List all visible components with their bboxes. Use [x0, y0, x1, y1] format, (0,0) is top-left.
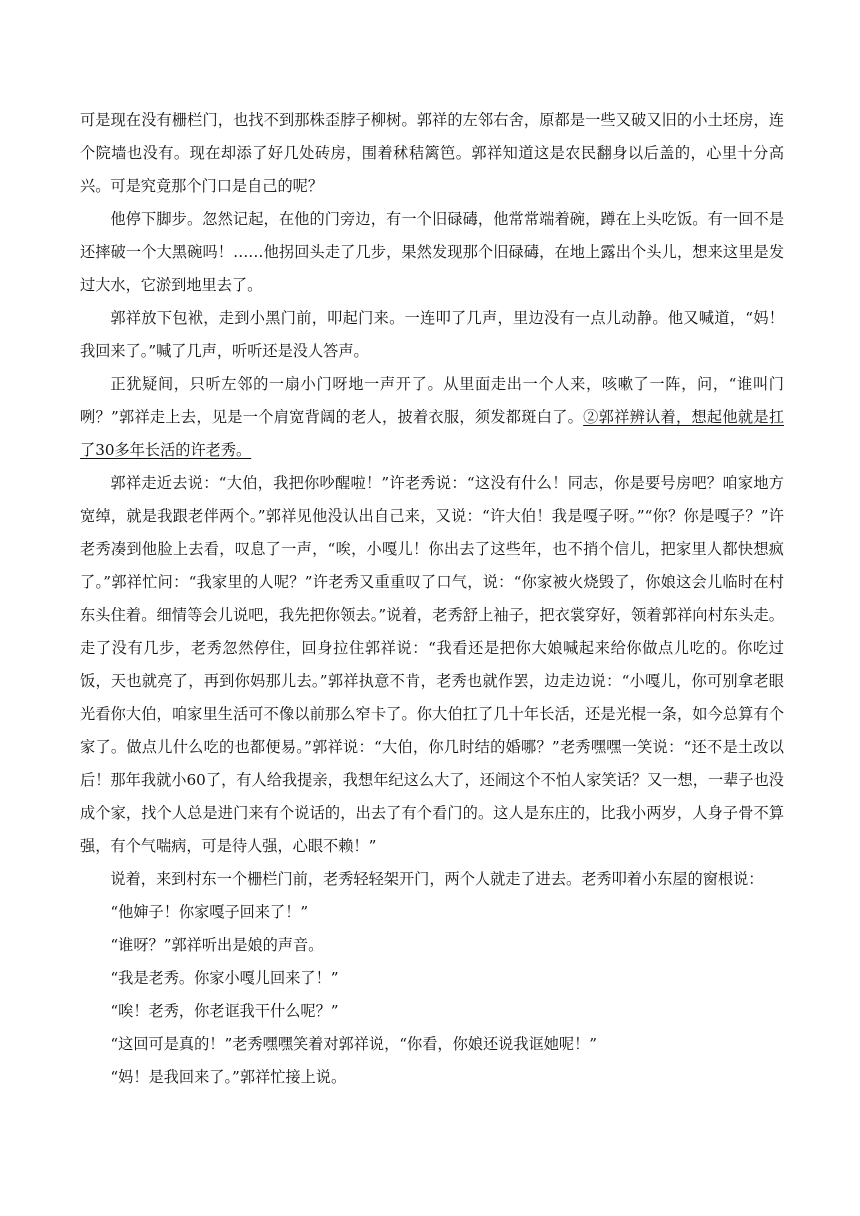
underlined-sentence-2: ②郭祥辨认着，想起他就是扛了30多年长活的许老秀。	[80, 408, 785, 459]
paragraph-6: 说着，来到村东一个栅栏门前，老秀轻轻架开门，两个人就走了进去。老秀叩着小东屋的窗根说：	[110, 870, 764, 888]
paragraph-2: 他停下脚步。忽然记起，在他的门旁边，有一个旧碌碡，他常常端着碗，蹲在上头吃饭。有一回不是还摔破一个大黑碗吗！……他拐回头走了几步，果然发现那个旧碌碡，在地上露出个头儿，想来这里是发过大水，它淤到地里去了。	[80, 210, 784, 294]
dialogue-line-6: “妈！是我回来了。”郭祥忙接上说。	[110, 1068, 347, 1086]
document-page	[80, 104, 784, 1094]
paragraph-5: 郭祥走近去说：“大伯，我把你吵醒啦！”许老秀说：“这没有什么！同志，你是要号房吧？咱家地方宽绰，就是我跟老伴两个。”郭祥见他没认出自己来，又说：“许大伯！我是嘎子呀。”“你？你是嘎子？”许老秀凑到他脸上去看，叹息了一声，“唉，小嘎儿！你出去了这些年，也不捎个信儿，把家里人都快想疯了。”郭祥忙问：“我家里的人呢？”许老秀又重重叹了口气，说：“你家被火烧毁了，你娘这会儿临时在村东头住着。细情等会儿说吧，我先把你领去。”说着，老秀舒上袖子，把衣裳穿好，领着郭祥向村东头走。走了没有几步，老秀忽然停住，回身拉住郭祥说：“我看还是把你大娘喊起来给你做点儿吃的。你吃过饭，天也就亮了，再到你妈那儿去。”郭祥执意不肯，老秀也就作罢，边走边说：“小嘎儿，你可别拿老眼光看你大伯，咱家里生活可不像以前那么窄卡了。你大伯扛了几十年长活，还是光棍一条，如今总算有个家了。做点儿什么吃的也都便易。”郭祥说：“大伯，你几时结的婚哪？”老秀嘿嘿一笑说：“还不是土改以后！那年我就小60了，有人给我提亲，我想年纪这么大了，还闹这个不怕人家笑话？又一想，一辈子也没成个家，找个人总是进门来有个说话的，出去了有个看门的。这人是东庄的，比我小两岁，人身子骨不算强，有个气喘病，可是待人强，心眼不赖！”	[80, 474, 784, 855]
dialogue-line-4: “唉！老秀，你老诓我干什么呢？”	[110, 1002, 339, 1020]
paragraph-3: 郭祥放下包袱，走到小黑门前，叩起门来。一连叩了几声，里边没有一点儿动静。他又喊道，“妈！我回来了。”喊了几声，听听还是没人答声。	[80, 309, 784, 360]
dialogue-line-5: “这回可是真的！”老秀嘿嘿笑着对郭祥说，“你看，你娘还说我诓她呢！”	[110, 1035, 598, 1053]
paragraph-4	[80, 368, 784, 467]
paragraph-1: 可是现在没有栅栏门，也找不到那株歪脖子柳树。郭祥的左邻右舍，原都是一些又破又旧的小土坯房，连个院墙也没有。现在却添了好几处砖房，围着秫秸篱笆。郭祥知道这是农民翻身以后盖的，心里十分高兴。可是究竟那个门口是自己的呢？	[80, 111, 784, 195]
dialogue-line-2: “谁呀？”郭祥听出是娘的声音。	[110, 936, 324, 954]
dialogue-line-1: “他婶子！你家嘎子回来了！”	[110, 903, 309, 921]
paragraph-4-text: 正犹疑间，只听左邻的一扇小门呀地一声开了。从里面走出一个人来，咳嗽了一阵，问，“谁叫门咧？”郭祥走上去，见是一个肩宽背阔的老人，披着衣服，须发都斑白了。	[80, 375, 784, 426]
dialogue-line-3: “我是老秀。你家小嘎儿回来了！”	[110, 969, 339, 987]
